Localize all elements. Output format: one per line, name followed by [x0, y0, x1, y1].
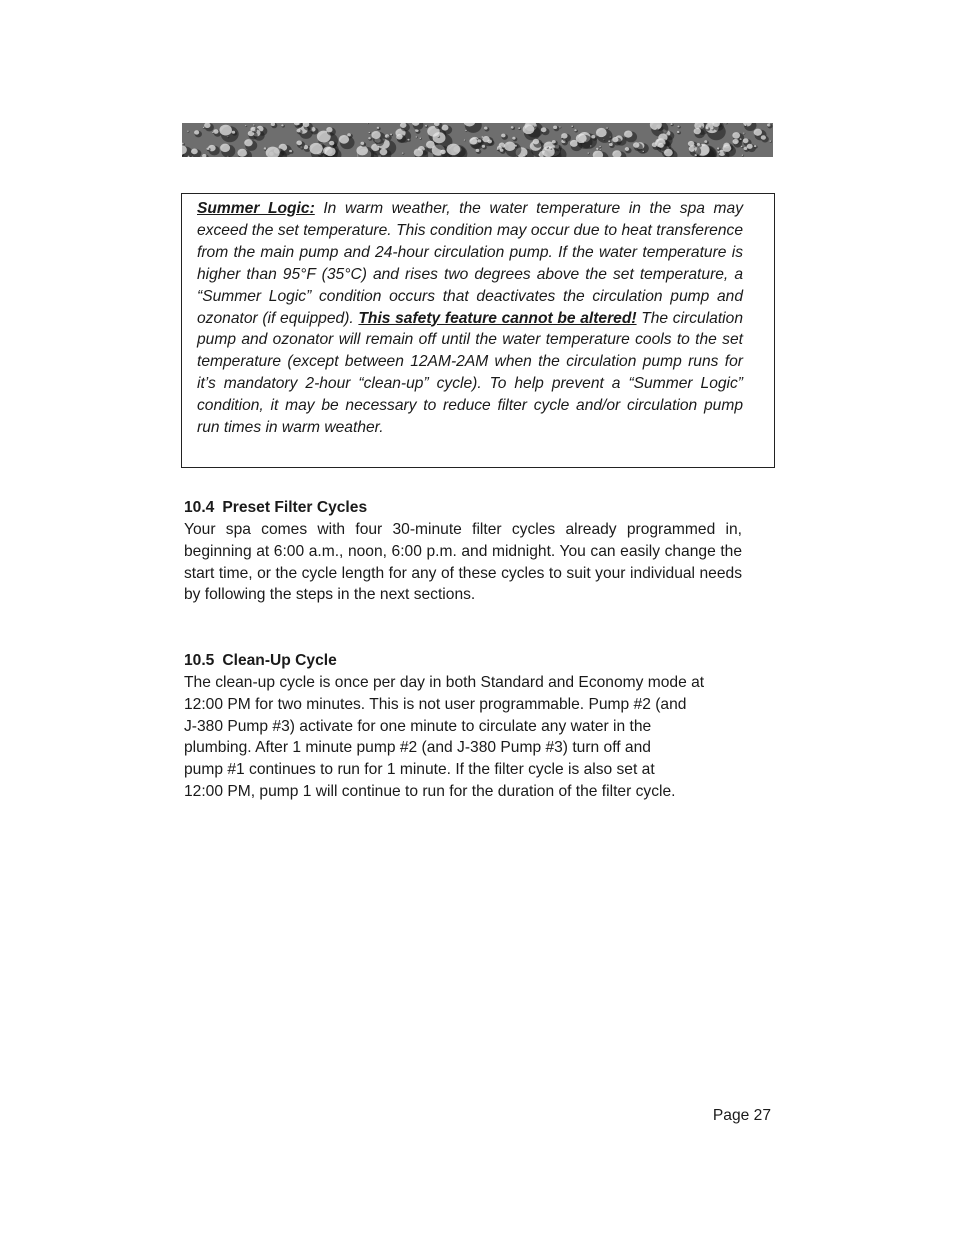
droplet-highlight — [588, 153, 589, 154]
droplet-highlight — [670, 123, 672, 125]
droplet-highlight — [677, 131, 680, 133]
droplet-highlight — [512, 137, 515, 140]
droplet-highlight — [633, 142, 639, 148]
body-line: J-380 Pump #3) activate for one minute to circulate any water in the — [184, 717, 652, 735]
droplet-highlight — [523, 154, 525, 156]
droplet-highlight — [219, 125, 232, 136]
droplet-highlight — [220, 144, 230, 153]
summer-logic-text — [197, 198, 743, 439]
droplet-highlight — [187, 131, 188, 132]
safety-warning: This safety feature cannot be altered! — [358, 309, 637, 327]
droplet-highlight — [546, 147, 548, 148]
droplet-highlight — [414, 149, 423, 157]
droplet-highlight — [770, 140, 772, 141]
droplet-highlight — [590, 145, 591, 146]
body-line: pump #1 continues to run for 1 minute. If the filter cycle is also set at — [184, 761, 655, 779]
droplet-highlight — [390, 134, 392, 136]
droplet-highlight — [476, 149, 480, 152]
droplet-highlight — [608, 140, 610, 142]
droplet-highlight — [677, 126, 679, 128]
droplet-highlight — [244, 139, 252, 146]
droplet-highlight — [425, 125, 427, 127]
droplet-highlight — [203, 127, 204, 128]
droplet-highlight — [624, 130, 633, 137]
body-line: The clean-up cycle is once per day in both Standard and Economy mode at — [184, 674, 705, 691]
droplet-highlight — [591, 135, 595, 139]
droplet-highlight — [232, 131, 235, 134]
droplet-highlight — [309, 143, 322, 154]
droplet-highlight — [693, 145, 695, 146]
droplet-highlight — [717, 148, 719, 150]
droplet-highlight — [464, 139, 465, 140]
droplet-highlight — [497, 148, 499, 150]
droplet-highlight — [465, 130, 466, 131]
droplet-highlight — [658, 143, 664, 148]
section-body: Your spa comes with four 30-minute filter cycles already programmed in, beginning at 6:00 a.m., noon, 6:00 p.m. and midnight. You can easily change the start time, or the cycle length for any of these cycles to suit your individual needs by following the steps in the next sections. — [184, 521, 742, 604]
droplet-highlight — [699, 125, 702, 127]
droplet-highlight — [761, 135, 766, 139]
droplet-highlight — [194, 130, 199, 134]
droplet-highlight — [747, 144, 753, 149]
droplet-highlight — [742, 155, 743, 156]
droplet-highlight — [191, 148, 198, 154]
droplet-highlight — [469, 138, 477, 145]
droplet-highlight — [296, 140, 302, 145]
droplet-highlight — [552, 140, 556, 143]
section-preset-filter-cycles — [184, 497, 774, 606]
droplet-highlight — [402, 153, 404, 154]
droplet-highlight — [655, 128, 656, 129]
water-droplets-banner — [182, 123, 773, 157]
droplet-highlight — [416, 136, 417, 137]
droplet-highlight — [582, 141, 584, 143]
droplet-highlight — [407, 139, 409, 141]
droplet-highlight — [533, 139, 539, 145]
body-line: plumbing. After 1 minute pump #2 (and J-380 Pump #3) turn off and — [184, 739, 651, 757]
droplet-highlight — [550, 148, 551, 149]
droplet-highlight — [442, 125, 449, 131]
page-number: Page 27 — [712, 1107, 771, 1124]
droplet-highlight — [281, 124, 283, 126]
droplet-highlight — [722, 144, 731, 152]
droplet-highlight — [743, 138, 749, 143]
droplet-highlight — [297, 129, 301, 132]
section-heading — [184, 650, 774, 672]
section-body — [184, 672, 774, 803]
droplet-highlight — [440, 150, 445, 155]
droplet-highlight — [377, 127, 380, 129]
droplet-highlight — [754, 145, 756, 147]
droplet-highlight — [504, 141, 515, 151]
droplet-highlight — [245, 125, 246, 126]
droplet-highlight — [754, 129, 762, 136]
body-line: 12:00 PM, pump 1 will continue to run for the duration of the filter cycle. — [184, 782, 676, 800]
section-number: 10.5 — [184, 652, 215, 669]
droplet-highlight — [361, 142, 365, 145]
droplet-highlight — [553, 126, 557, 129]
droplet-highlight — [541, 127, 547, 132]
droplet-highlight — [743, 133, 744, 134]
droplet-highlight — [264, 147, 267, 149]
droplet-highlight — [356, 145, 368, 155]
droplet-highlight — [704, 140, 707, 143]
section-title: Preset Filter Cycles — [222, 499, 368, 516]
droplet-highlight — [518, 127, 520, 129]
droplet-highlight — [487, 139, 492, 143]
droplet-highlight — [371, 131, 380, 139]
droplet-highlight — [251, 128, 255, 131]
droplet-highlight — [593, 150, 603, 157]
droplet-highlight — [477, 139, 481, 142]
droplet-highlight — [339, 135, 349, 144]
summer-logic-body-1: In warm weather, the water temperature in the spa may exceed the set temperature. This condition may occur due to heat transference from the main pump and 24-hour circulation pump. If the water temperature is higher than 95°F (35°C) and rises two degrees above the set temperature, a “Summer Logic” condition occurs that deactivates the circulation pump and ozonator (if equipped). — [197, 200, 743, 327]
droplet-highlight — [500, 149, 504, 152]
droplet-highlight — [643, 151, 644, 152]
summer-logic-body-2: The circulation pump and ozonator will remain off until the water temperature cools to the set temperature (except between 12AM-2AM when the circulation pump runs for it’s mandatory 2-hour “clean-up” cycle). To help prevent a “Summer Logic” condition, it may be necessary to reduce filter cycle and/or circulation pump run times in warm weather. — [197, 309, 743, 437]
droplet-highlight — [386, 136, 388, 137]
droplet-highlight — [744, 147, 748, 150]
droplet-highlight — [664, 149, 673, 157]
droplet-highlight — [717, 151, 719, 153]
droplet-highlight — [368, 137, 371, 139]
section-title: Clean-Up Cycle — [222, 652, 337, 669]
droplet-highlight — [692, 150, 694, 152]
droplet-highlight — [534, 126, 535, 127]
droplet-highlight — [202, 154, 206, 157]
droplet-highlight — [347, 133, 351, 136]
droplet-highlight — [599, 146, 600, 147]
droplet-highlight — [732, 139, 738, 144]
droplet-highlight — [706, 127, 709, 129]
droplet-highlight — [609, 143, 613, 146]
water-droplets-image — [182, 123, 773, 157]
droplet-highlight — [559, 126, 560, 127]
droplet-highlight — [697, 143, 700, 146]
droplet-highlight — [711, 128, 713, 130]
summer-logic-heading: Summer Logic: — [197, 200, 315, 217]
droplet-highlight — [511, 126, 514, 128]
droplet-highlight — [596, 128, 607, 137]
droplet-highlight — [523, 124, 535, 134]
droplet-highlight — [561, 133, 567, 138]
droplet-highlight — [576, 134, 587, 143]
droplet-highlight — [396, 134, 402, 140]
droplet-highlight — [744, 124, 746, 126]
droplet-highlight — [329, 141, 334, 145]
droplet-highlight — [207, 148, 210, 150]
droplet-highlight — [289, 150, 292, 152]
droplet-highlight — [625, 147, 629, 151]
droplet-highlight — [695, 154, 697, 156]
summer-logic-notice — [181, 193, 775, 468]
droplet-highlight — [420, 138, 422, 139]
droplet-highlight — [447, 144, 461, 156]
droplet-highlight — [740, 138, 742, 140]
droplet-highlight — [612, 137, 618, 142]
body-line: 12:00 PM for two minutes. This is not user programmable. Pump #2 (and — [184, 695, 687, 713]
section-number: 10.4 — [184, 499, 215, 516]
droplet-highlight — [437, 135, 439, 137]
section-heading — [184, 497, 774, 519]
droplet-highlight — [599, 149, 600, 150]
droplet-highlight — [212, 132, 213, 133]
droplet-highlight — [326, 127, 332, 132]
droplet-highlight — [484, 127, 487, 130]
droplet-highlight — [694, 128, 701, 134]
section-clean-up-cycle — [184, 650, 774, 803]
droplet-highlight — [501, 134, 505, 138]
droplet-highlight — [606, 127, 608, 128]
droplet-highlight — [574, 129, 576, 131]
droplet-highlight — [369, 132, 370, 133]
droplet-highlight — [515, 145, 517, 147]
droplet-highlight — [482, 145, 485, 148]
droplet-highlight — [596, 148, 599, 150]
droplet-highlight — [253, 124, 254, 125]
droplet-highlight — [571, 125, 573, 127]
droplet-highlight — [237, 149, 246, 157]
droplet-highlight — [380, 149, 388, 156]
droplet-highlight — [732, 132, 740, 139]
droplet-highlight — [769, 123, 771, 124]
